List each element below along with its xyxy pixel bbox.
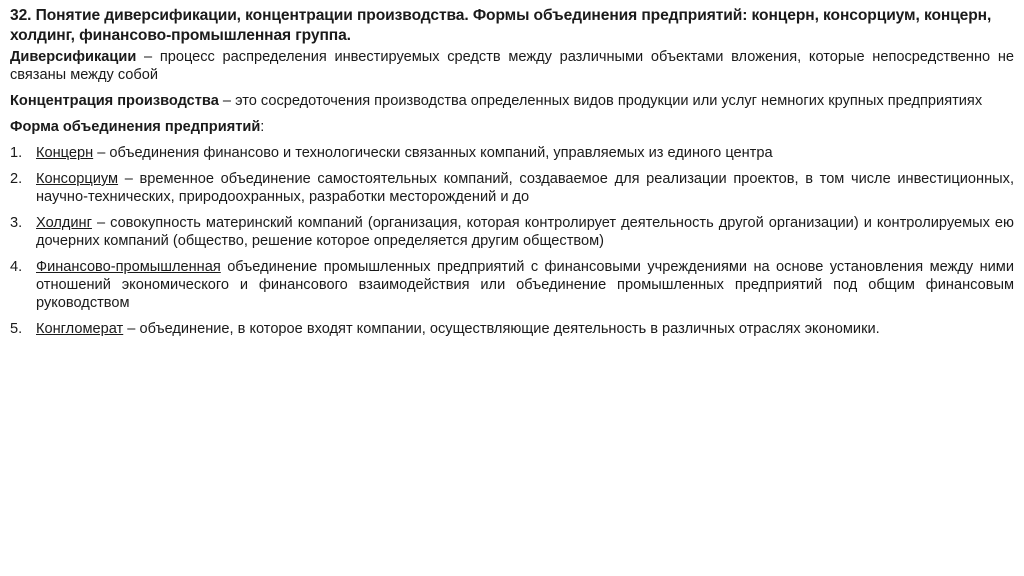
forms-heading (10, 118, 1014, 136)
list-item-term: Конгломерат (36, 321, 124, 337)
list-item (10, 144, 1014, 162)
forms-heading-suffix: : (260, 119, 265, 135)
list-item-text: – объединения финансово и технологически связанных компаний, управляемых из единого центра (93, 145, 773, 161)
list-item-text: – совокупность материнский компаний (организация, которая контролирует деятельность другой организации) и контролируемых ею дочерних компаний (общество, решение которое определяется другим обществом) (36, 215, 1014, 249)
list-item-text: – объединение, в которое входят компании, осуществляющие деятельность в различных отраслях экономики. (123, 321, 880, 337)
list-item-term: Финансово-промышленная (36, 259, 221, 275)
list-item-term: Холдинг (36, 215, 92, 231)
list-item (10, 258, 1014, 312)
slide-title: 32. Понятие диверсификации, концентрации производства. Формы объединения предприятий: концерн, консорциум, концерн, холдинг, финансово-промышленная группа. (10, 7, 992, 44)
forms-heading-term: Форма объединения предприятий (10, 119, 261, 135)
concentration-term: Концентрация производства (10, 93, 219, 109)
list-item (10, 170, 1014, 206)
list-item-number: 3. (10, 215, 23, 231)
diversification-term: Диверсификации (10, 49, 137, 65)
list-item (10, 214, 1014, 250)
list-item-number: 4. (10, 259, 23, 275)
list-item-number: 2. (10, 171, 23, 187)
forms-list (10, 144, 1014, 338)
list-item-term: Концерн (36, 145, 94, 161)
list-item-text: объединение промышленных предприятий с финансовыми учреждениями на основе установления между ними отношений экономического и финансового взаимодействия или объединение промышленных предприятий под общим финансовым руководством (36, 259, 1014, 311)
list-item-number: 5. (10, 321, 23, 337)
list-item-term: Консорциум (36, 171, 119, 187)
diversification-paragraph (10, 48, 1014, 84)
diversification-text: – процесс распределения инвестируемых средств между различными объектами вложения, которые непосредственно не связаны между собой (10, 49, 1014, 83)
concentration-paragraph (10, 92, 1014, 110)
list-item (10, 320, 1014, 338)
slide-content (10, 6, 1014, 346)
list-item-text: – временное объединение самостоятельных компаний, создаваемое для реализации проектов, в том числе инвестиционных, научно-технических, природоохранных, разработки месторождений и до (36, 171, 1014, 205)
list-item-number: 1. (10, 145, 23, 161)
concentration-text: – это сосредоточения производства определенных видов продукции или услуг немногих крупных предприятиях (218, 93, 983, 109)
